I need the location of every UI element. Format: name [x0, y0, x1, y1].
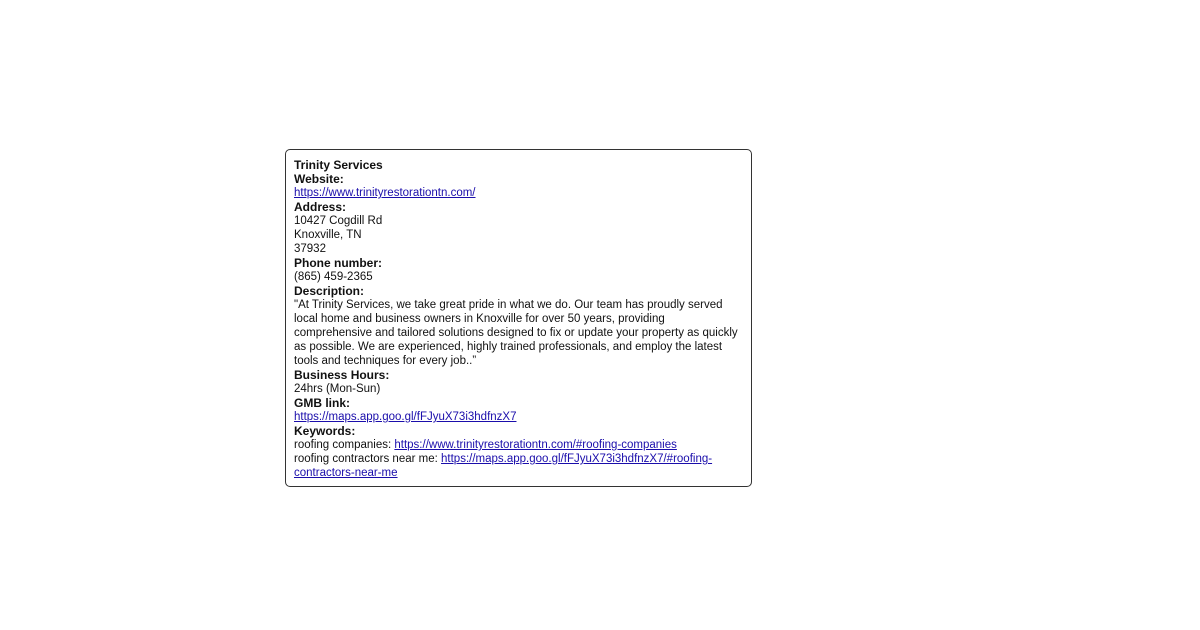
website-label: Website: [294, 172, 344, 186]
hours-label: Business Hours: [294, 368, 390, 382]
keyword-item [294, 452, 743, 480]
keyword-prefix: roofing companies: [294, 439, 395, 451]
address-label: Address: [294, 200, 347, 214]
hours-value: 24hrs (Mon-Sun) [294, 383, 381, 395]
description-text: "At Trinity Services, we take great pride in what we do. Our team has proudly served local home and business owners in Knoxville for over 50 years, providing comprehensive and tailored solutions designed to fix or update your property as quickly as possible. We are experienced, highly trained professionals, and employ the latest tools and techniques for every job..” [294, 299, 738, 367]
keyword-link[interactable]: https://www.trinityrestorationtn.com/#roofing-companies [394, 439, 677, 451]
gmb-link[interactable]: https://maps.app.goo.gl/fFJyuX73i3hdfnzX7 [294, 411, 517, 423]
address-zip: 37932 [294, 243, 326, 255]
keyword-prefix: roofing contractors near me: [294, 453, 442, 465]
address-street: 10427 Cogdill Rd [294, 215, 383, 227]
gmb-label: GMB link: [294, 396, 350, 410]
keyword-link[interactable]: https://maps.app.goo.gl/fFJyuX73i3hdfnzX7/#roofing-contractors-near-me [294, 453, 713, 479]
business-info-card [285, 149, 752, 487]
phone-label: Phone number: [294, 256, 383, 270]
website-link[interactable]: https://www.trinityrestorationtn.com/ [294, 187, 476, 199]
keywords-label: Keywords: [294, 424, 356, 438]
description-label: Description: [294, 284, 365, 298]
phone-number: (865) 459-2365 [294, 271, 373, 283]
address-city: Knoxville, TN [294, 229, 362, 241]
business-name: Trinity Services [294, 158, 383, 172]
keyword-item [294, 438, 743, 452]
